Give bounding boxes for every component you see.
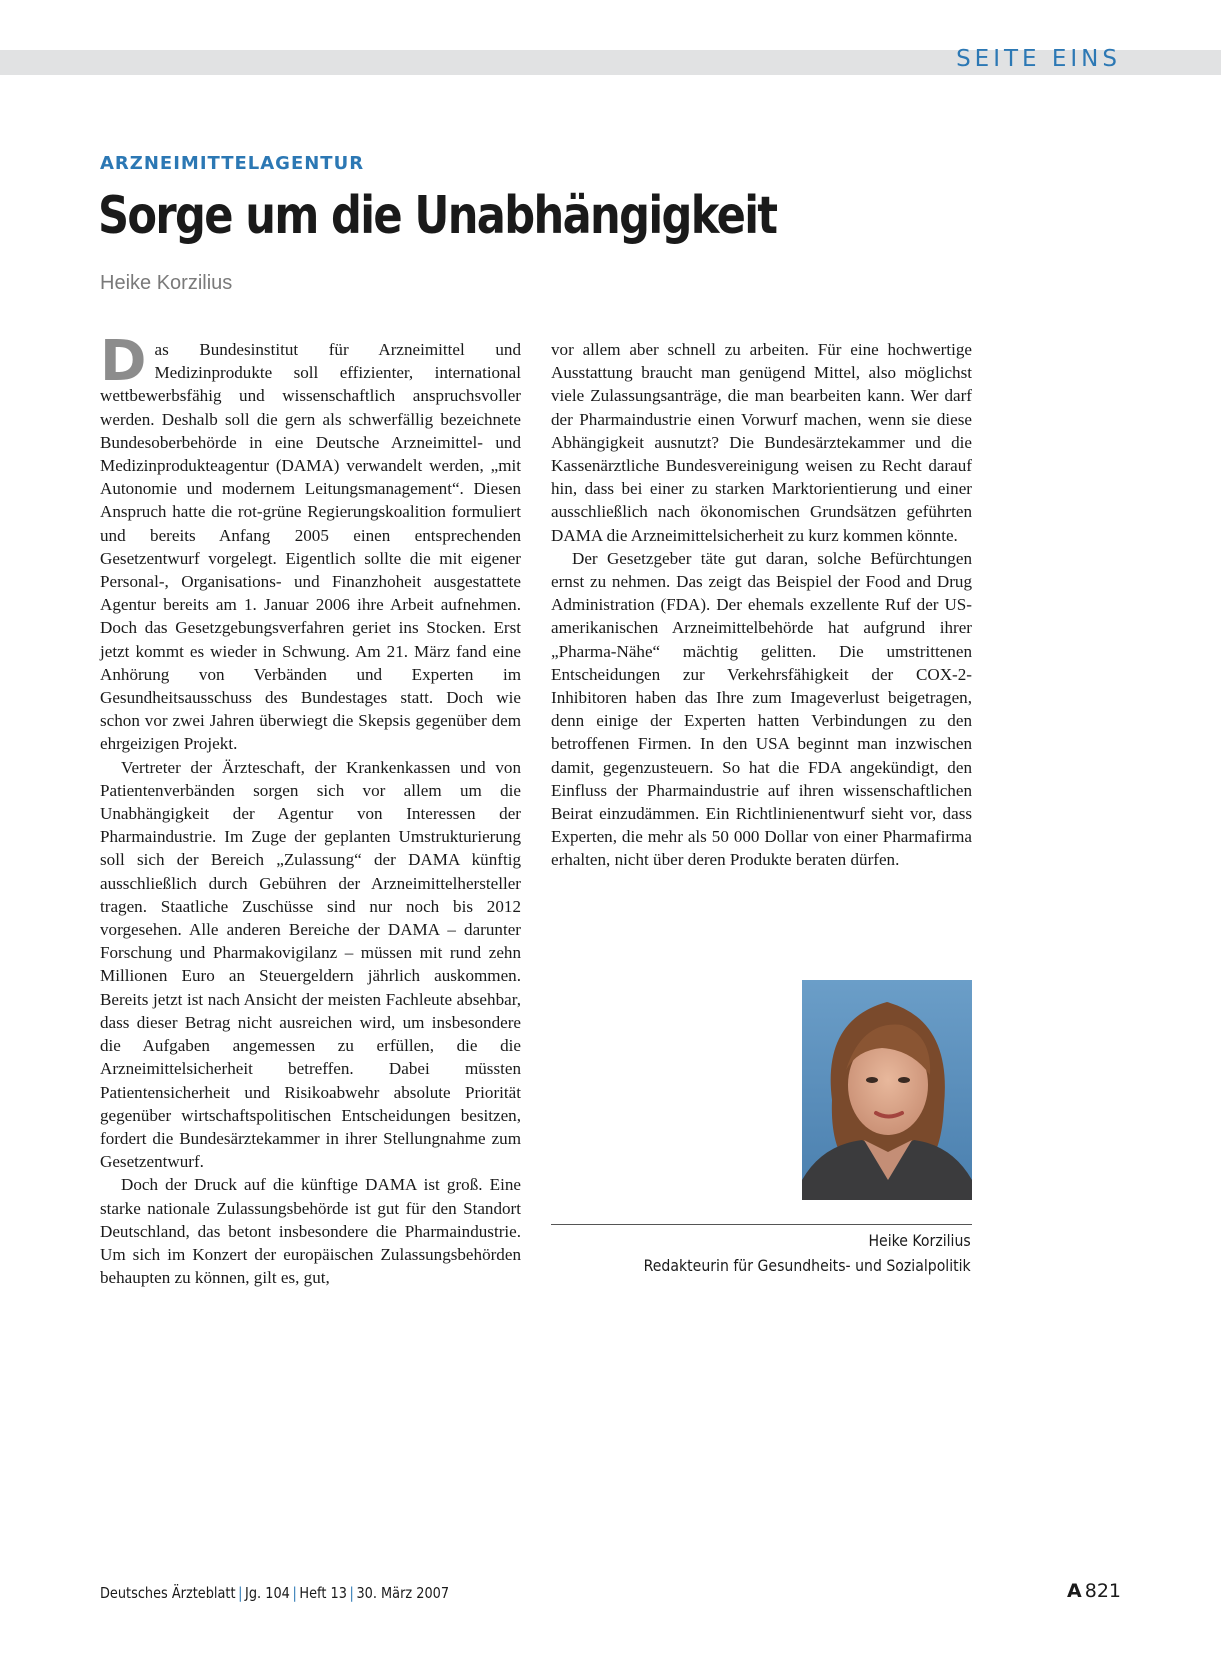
author-caption [644, 1228, 971, 1278]
footer-issue: Heft 13 [299, 1584, 347, 1602]
article-paragraph: vor allem aber schnell zu arbeiten. Für eine hochwertige Ausstattung braucht man genügend Mittel, also möglichst viele Zulassungsanträge, die man bearbeiten kann. Wer darf der Pharmaindustrie einen Vorwurf machen, wenn sie diese Abhängigkeit ausnutzt? Die Bundesärztekammer und die Kassenärztliche Bundesvereinigung weisen zu Recht darauf hin, dass bei einer zu starken Marktorientierung und einer ausschließlich nach ökonomischen Grundsätzen geführten DAMA die Arzneimittelsicherheit zu kurz kommen könnte. [551, 340, 972, 545]
footer-separator: | [349, 1584, 354, 1602]
article-column-left [100, 329, 521, 1289]
article-paragraph: Doch der Druck auf die künftige DAMA ist groß. Eine starke nationale Zulassungsbehörde ist gut für den Standort Deutschland, das betont insbesondere die Pharmaindustrie. Um sich im Konzert der europäischen Zulassungsbehörden behaupten zu können, gilt es, gut, [100, 1175, 521, 1288]
article-paragraph: Das Bundesinstitut für Arzneimittel und Medizinprodukte soll effizienter, international wettbewerbsfähig und wissenschaftlich anspruchsvoller werden. Deshalb soll die gern als schwerfällig bezeichnete Bundesoberbehörde in eine Deutsche Arzneimittel- und Medizinprodukteagentur (DAMA) verwandelt werden, „mit Autonomie und modernem Leitungsmanagement“. Diesen Anspruch hatte die rot-grüne Regierungskoalition formuliert und bereits Anfang 2005 einen entsprechenden Gesetzentwurf vorgelegt. Eigentlich sollte die mit eigener Personal-, Organisations- und Finanzhoheit ausgestattete Agentur bereits am 1. Januar 2006 ihre Arbeit aufnehmen. Doch das Gesetzgebungsverfahren geriet ins Stocken. Erst jetzt kommt es wieder in Schwung. Am 21. März fand eine Anhörung von Verbänden und Experten im Gesundheitsausschuss des Bundestages statt. Doch wie schon vor zwei Jahren überwiegt die Skepsis gegenüber dem ehrgeizigen Projekt. [100, 329, 521, 754]
article-paragraph: Der Gesetzgeber täte gut daran, solche Befürchtungen ernst zu nehmen. Das zeigt das Beispiel der Food and Drug Administration (FDA). Der ehemals exzellente Ruf der US-amerikanischen Arzneimittelbehörde hat aufgrund ihrer „Pharma-Nähe“ mächtig gelitten. Die umstrittenen Entscheidungen zur Verkehrsfähigkeit der COX-2-Inhibitoren haben das Ihre zum Imageverlust beigetragen, denn einige der Experten hatten Verbindungen zu den betroffenen Firmen. In den USA beginnt man inzwischen damit, gegenzusteuern. So hat die FDA angekündigt, den Einfluss der Pharmaindustrie auf ihren wissenschaftlichen Beirat einzudämmen. Ein Richtlinienentwurf sieht vor, dass Experten, die mehr als 50 000 Dollar von einer Pharmafirma erhalten, nicht über deren Produkte beraten dürfen. [551, 548, 972, 870]
article-kicker: ARZNEIMITTELAGENTUR [100, 153, 365, 174]
footer-separator: | [292, 1584, 297, 1602]
footer-volume: Jg. 104 [245, 1584, 290, 1602]
article-column-right [551, 338, 972, 872]
page-footer [100, 1584, 449, 1602]
page-number-value: 821 [1084, 1580, 1121, 1602]
page-number [1067, 1580, 1121, 1602]
article-paragraph: Vertreter der Ärzteschaft, der Krankenkassen und von Patientenverbänden sorgen sich vor allem um die Unabhängigkeit der Agentur von Interessen der Pharmaindustrie. Im Zuge der geplanten Umstrukturierung soll sich der Bereich „Zulassung“ der DAMA künftig ausschließlich durch Gebühren der Arzneimittelhersteller tragen. Staatliche Zuschüsse sind nur noch bis 2012 vorgesehen. Alle anderen Bereiche der DAMA – darunter Forschung und Pharmakovigilanz – müssen mit rund zehn Millionen Euro an Steuergeldern jährlich auskommen. Bereits jetzt ist nach Ansicht der meisten Fachleute absehbar, dass dieser Betrag nicht ausreichen wird, um insbesondere die Aufgaben angemessen zu erfüllen, die die Arzneimittelsicherheit betreffen. Dabei müssten Patientensicherheit und Risikoabwehr absolute Priorität gegenüber wirtschaftspolitischen Entscheidungen besitzen, fordert die Bundesärztekammer in ihrer Stellungnahme zum Gesetzentwurf. [100, 757, 521, 1172]
footer-journal: Deutsches Ärzteblatt [100, 1584, 236, 1602]
author-portrait-image [802, 980, 972, 1200]
author-photo [802, 980, 972, 1200]
footer-separator: | [238, 1584, 243, 1602]
article-author: Heike Korzilius [100, 272, 233, 294]
page-prefix: A [1067, 1580, 1082, 1602]
footer-date: 30. März 2007 [356, 1584, 450, 1602]
author-caption-name: Heike Korzilius [868, 1231, 971, 1250]
author-caption-role: Redakteurin für Gesundheits- und Sozialpolitik [643, 1256, 971, 1275]
section-label: SEITE EINS [956, 46, 1121, 72]
caption-divider [551, 1224, 972, 1225]
article-title: Sorge um die Unabhängigkeit [98, 186, 777, 246]
drop-cap: D [100, 329, 147, 394]
